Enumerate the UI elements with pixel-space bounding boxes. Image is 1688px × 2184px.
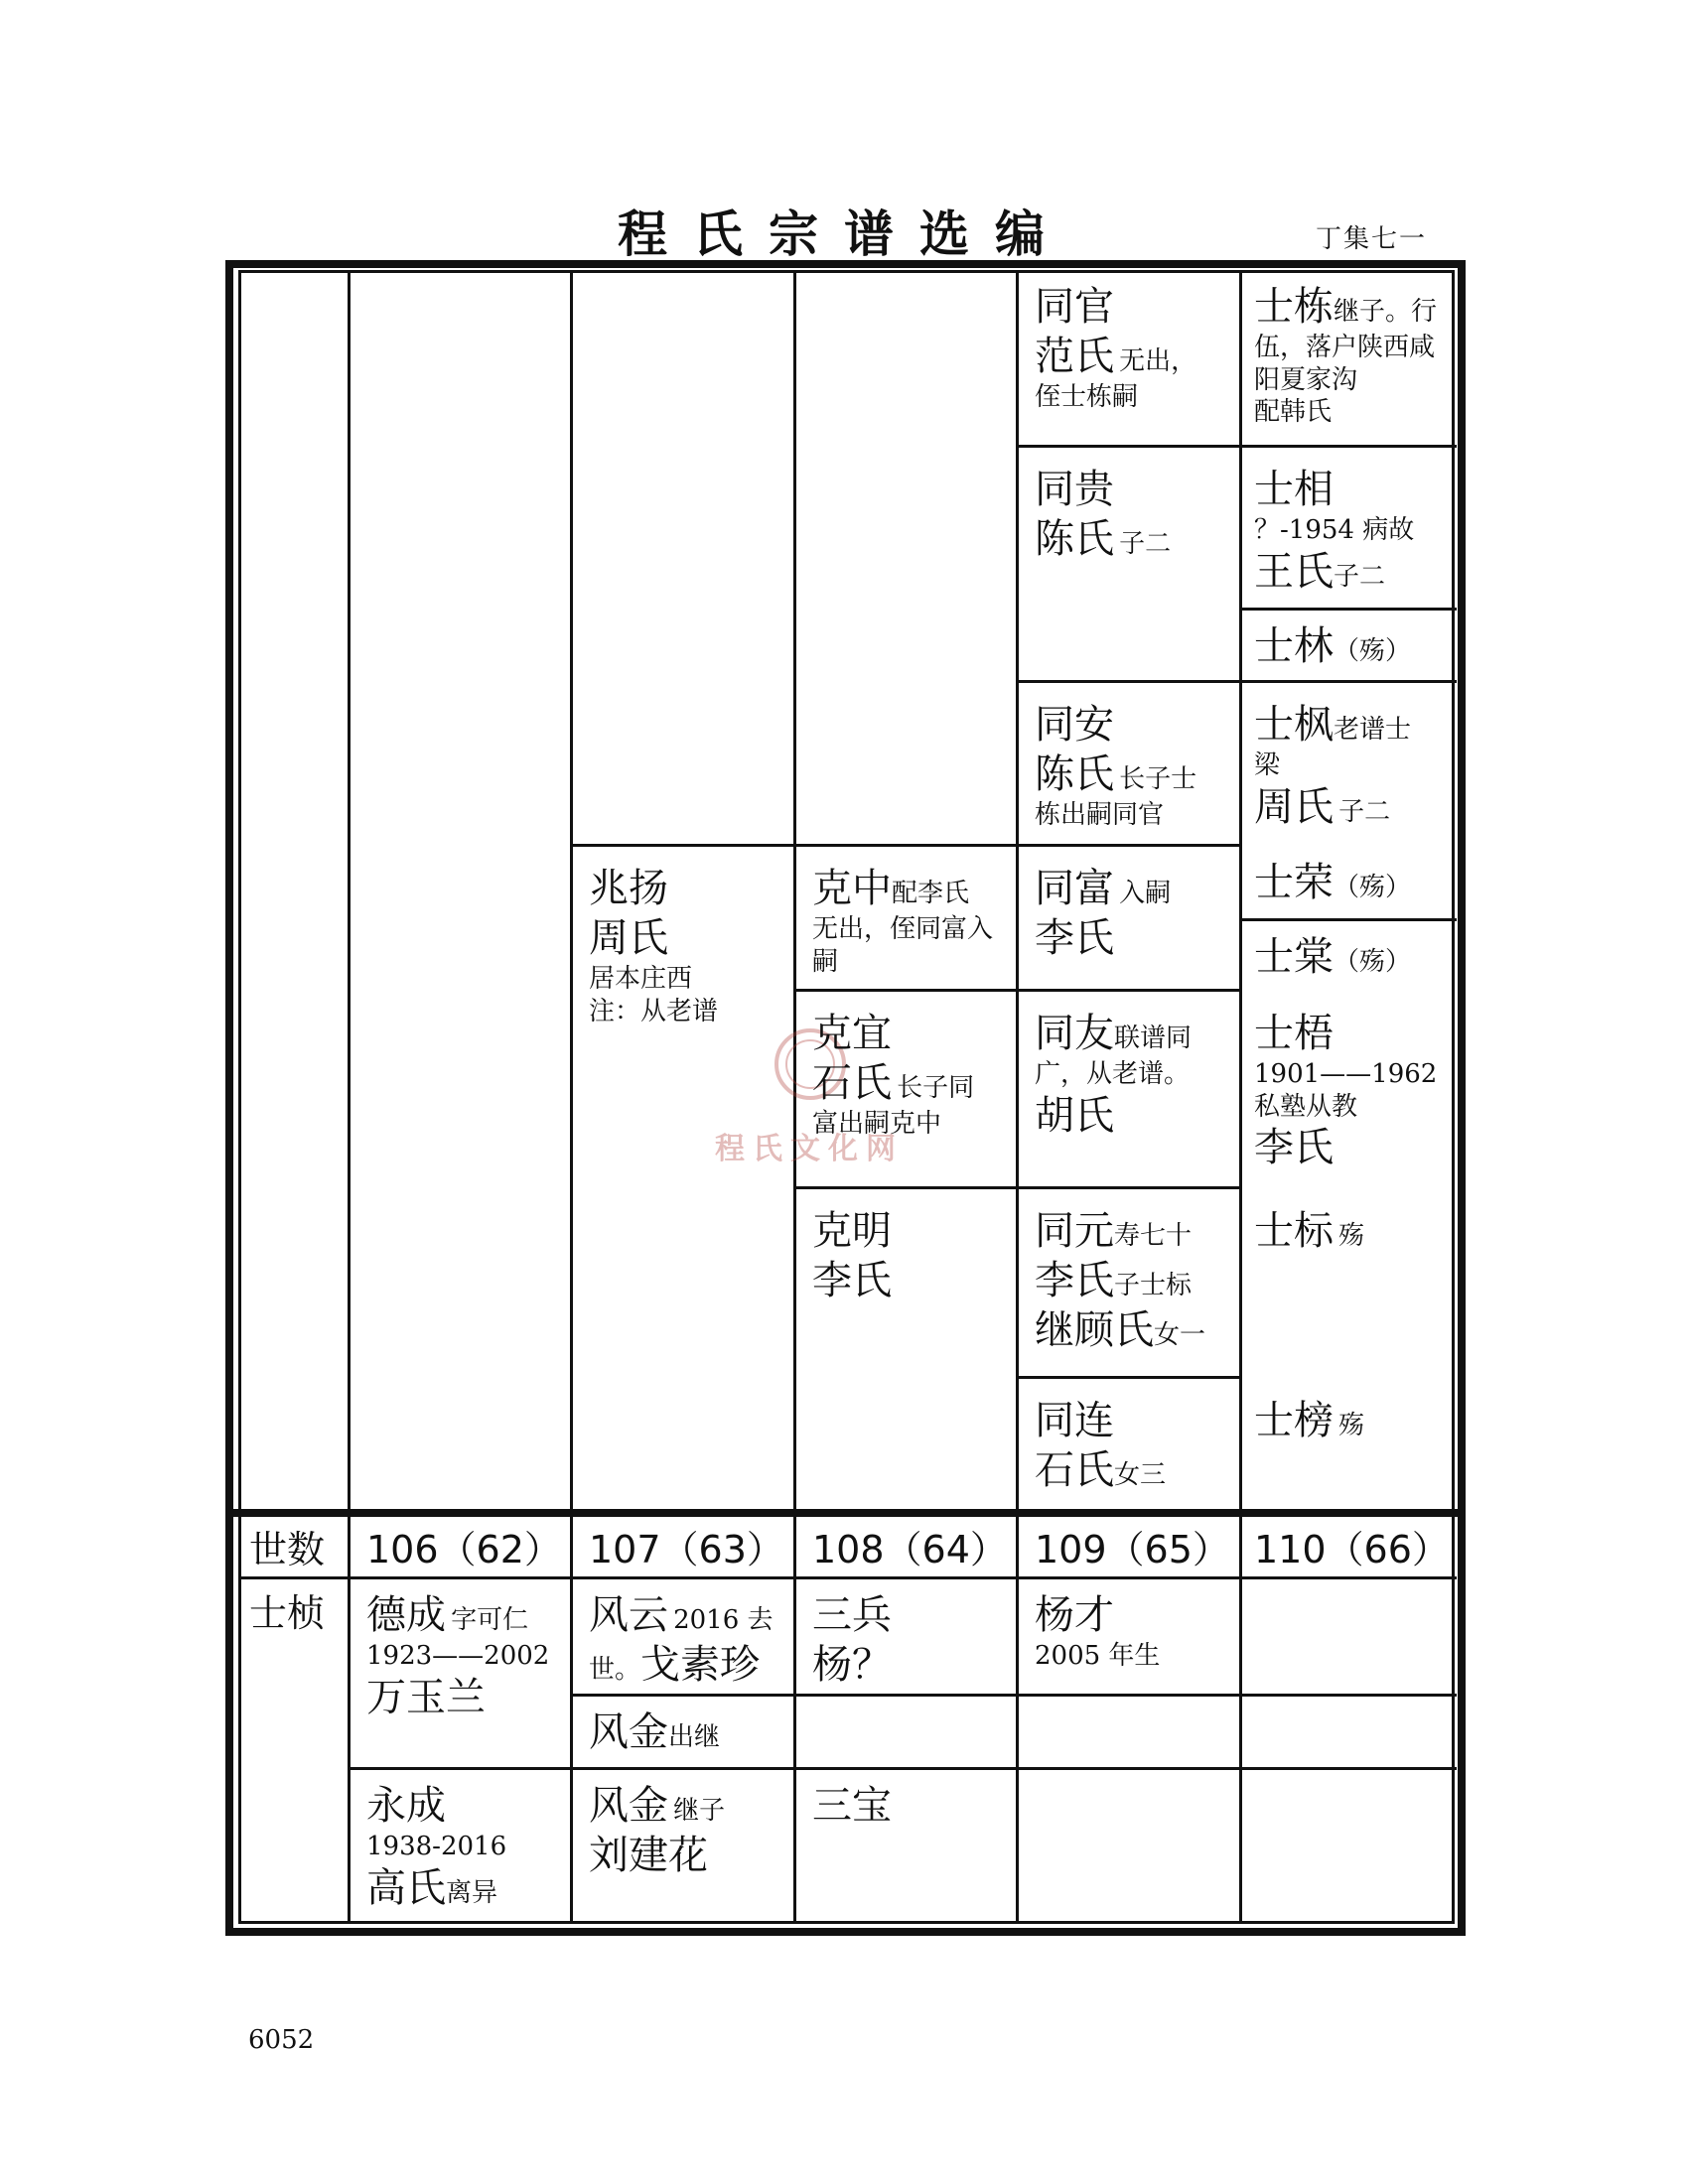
row-divider (1239, 918, 1457, 921)
row-divider (1016, 680, 1457, 683)
section-separator (233, 1509, 1458, 1517)
generation-header: 108（64） (812, 1528, 1008, 1571)
person-tonggui: 同贵 陈氏 子二 (1035, 467, 1172, 562)
person-tongfu: 同富 入嗣 李氏 (1035, 866, 1172, 961)
person-yongcheng: 永成 1938-2016 高氏离异 (366, 1783, 507, 1911)
person-shixiang: 士相 ？-1954 病故 王氏子二 (1254, 467, 1415, 595)
generation-header: 109（65） (1035, 1528, 1230, 1571)
person-shifeng: 士枫老谱士 梁 周氏 子二 (1254, 702, 1412, 830)
row-divider (1239, 608, 1457, 611)
branch-label: 士桢 (249, 1591, 326, 1635)
generation-header: 106（62） (366, 1528, 562, 1571)
person-shibiao: 士标 殇 (1254, 1208, 1365, 1254)
person-fengjin-out: 风金出继 (589, 1709, 721, 1755)
person-shilin: 士林（殇） (1254, 623, 1412, 669)
person-tongguan: 同官 范氏 无出， 侄士栋嗣 (1035, 284, 1197, 412)
person-shidong: 士栋继子。行 伍，落户陕西咸 阳夏家沟 配韩氏 (1254, 284, 1438, 427)
person-keming: 克明 李氏 (812, 1208, 892, 1303)
watermark-text: 程氏文化网 (715, 1132, 904, 1166)
person-tongyuan: 同元寿七十 李氏子士标 继顾氏女一 (1035, 1208, 1206, 1353)
person-fengjin-adopted: 风金 继子 刘建花 (589, 1783, 726, 1878)
row-divider (570, 844, 1241, 847)
row-divider (793, 989, 1241, 992)
generation-header: 107（63） (589, 1528, 784, 1571)
row-divider (1016, 1376, 1241, 1379)
person-fengyun: 风云 2016 去 世。戈素珍 (589, 1592, 774, 1688)
person-tongyou: 同友联谱同 广，从老谱。 胡氏 (1035, 1011, 1193, 1139)
person-zhaoyang: 兆扬 周氏 居本庄西 注：从老谱 (589, 866, 719, 1026)
page-title: 程氏宗谱选编 (618, 205, 1070, 263)
person-shiwu: 士梧 1901——1962 私塾从教 李氏 (1254, 1011, 1438, 1170)
person-yangcai: 杨才 2005 年生 (1035, 1592, 1161, 1671)
person-tongan: 同安 陈氏 长子士 栋出嗣同官 (1035, 702, 1197, 830)
volume-label: 丁集七一 (1316, 224, 1428, 254)
col-divider (348, 270, 351, 1509)
row-divider (348, 1767, 1457, 1770)
person-shitang: 士棠（殇） (1254, 934, 1412, 980)
person-keyi: 克宜 石氏 长子同 富出嗣克中 (812, 1011, 975, 1139)
generation-header: 110（66） (1254, 1528, 1450, 1571)
generation-header-label: 世数 (249, 1528, 326, 1571)
person-tonglian: 同连 石氏女三 (1035, 1398, 1167, 1493)
person-sanbing: 三兵 杨？ (812, 1592, 892, 1688)
row-divider (570, 1694, 1457, 1697)
person-decheng: 德成 字可仁 1923——2002 万玉兰 (366, 1592, 550, 1720)
person-kezhong: 克中配李氏 无出，侄同富入 嗣 (812, 866, 994, 977)
person-shibang: 士榜 殇 (1254, 1398, 1365, 1443)
page-number: 6052 (248, 2025, 315, 2055)
person-sanbao: 三宝 (812, 1783, 892, 1829)
person-shirong: 士荣（殇） (1254, 860, 1412, 905)
row-divider (1016, 445, 1457, 448)
